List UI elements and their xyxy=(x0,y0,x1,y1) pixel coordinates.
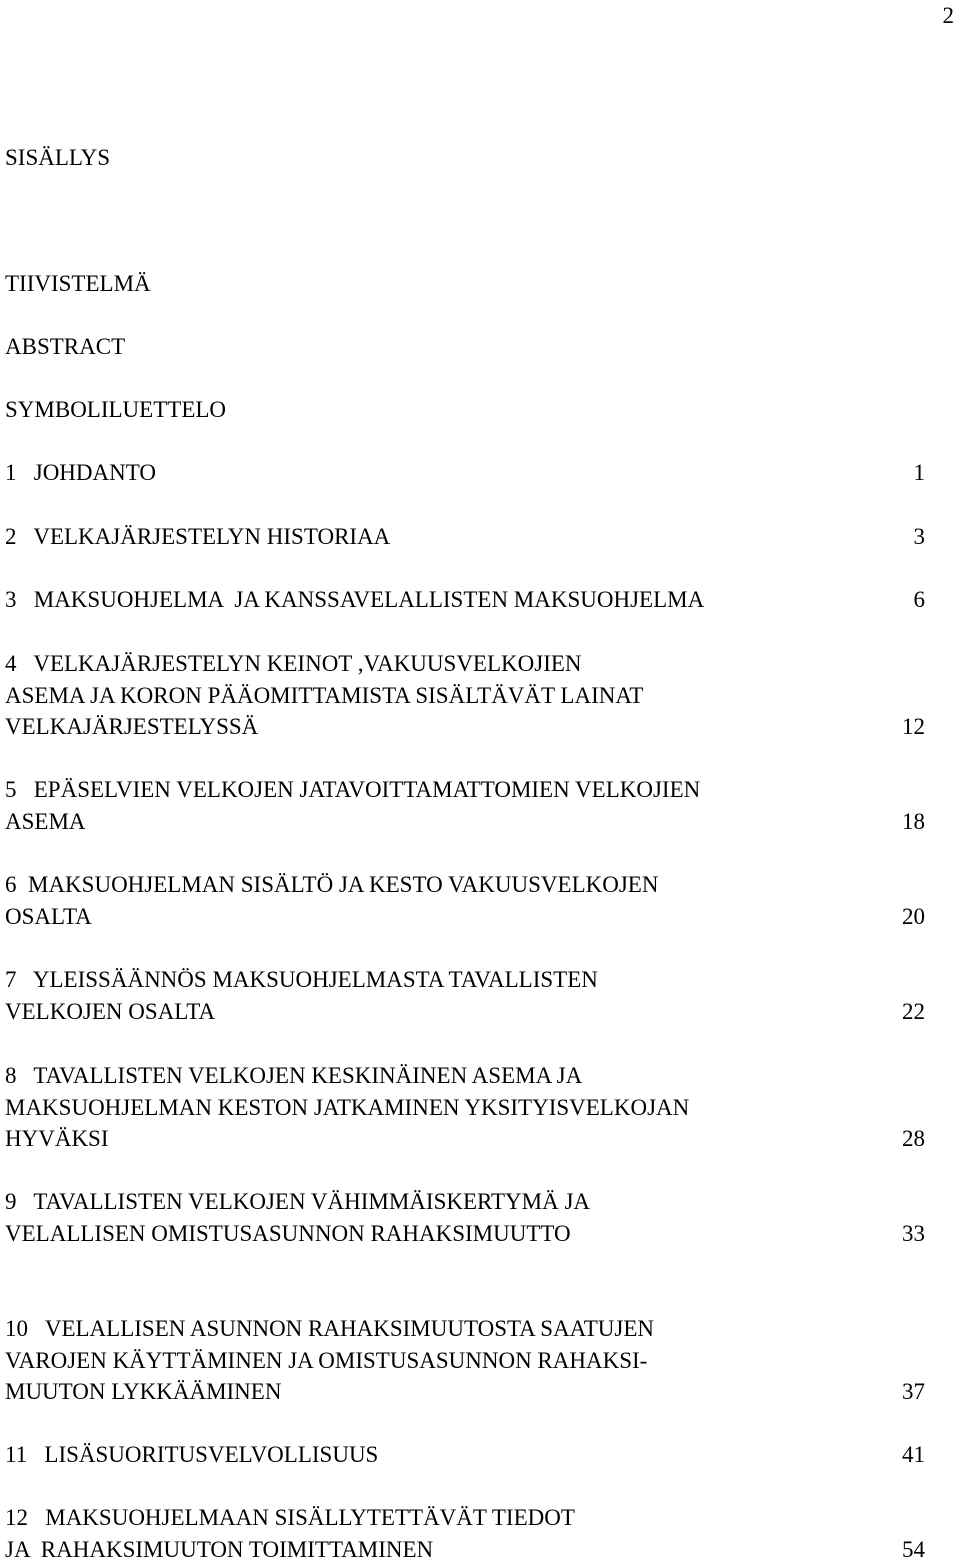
toc-entry xyxy=(5,331,925,363)
toc-entry-page: 22 xyxy=(895,996,925,1028)
toc-entry xyxy=(5,1186,925,1249)
toc-entry xyxy=(5,394,925,426)
toc-entry-title: 10 VELALLISEN ASUNNON RAHAKSIMUUTOSTA SAATUJEN xyxy=(5,1313,925,1345)
toc-entry xyxy=(5,1439,925,1471)
toc-entry-title: OSALTA xyxy=(5,901,92,933)
toc-entry-page: 6 xyxy=(895,584,925,616)
toc-entry-title: VELKAJÄRJESTELYSSÄ xyxy=(5,711,258,743)
toc-entry-title: 8 TAVALLISTEN VELKOJEN KESKINÄINEN ASEMA JA xyxy=(5,1060,925,1092)
toc-entry-title: 12 MAKSUOHJELMAAN SISÄLLYTETTÄVÄT TIEDOT xyxy=(5,1502,925,1534)
toc-entry-title: ABSTRACT xyxy=(5,331,125,363)
toc-entry-page: 20 xyxy=(895,901,925,933)
toc-entry-title: VAROJEN KÄYTTÄMINEN JA OMISTUSASUNNON RAHAKSI- xyxy=(5,1345,925,1377)
toc-entry xyxy=(5,584,925,616)
toc-entry-page: 54 xyxy=(895,1534,925,1565)
toc-entry xyxy=(5,964,925,1027)
toc-entry-title: VELALLISEN OMISTUSASUNNON RAHAKSIMUUTTO xyxy=(5,1218,571,1250)
toc-entry-page: 41 xyxy=(895,1439,925,1471)
toc-entry-title: 5 EPÄSELVIEN VELKOJEN JATAVOITTAMATTOMIEN VELKOJIEN xyxy=(5,774,925,806)
toc-entry-title: 9 TAVALLISTEN VELKOJEN VÄHIMMÄISKERTYMÄ JA xyxy=(5,1186,925,1218)
toc-entry xyxy=(5,1502,925,1565)
toc-entry-title: 7 YLEISSÄÄNNÖS MAKSUOHJELMASTA TAVALLISTEN xyxy=(5,964,925,996)
toc-entry xyxy=(5,521,925,553)
toc-entry-title: 4 VELKAJÄRJESTELYN KEINOT ,VAKUUSVELKOJIEN xyxy=(5,648,925,680)
toc-entry-title: ASEMA xyxy=(5,806,86,838)
toc-entry-title: VELKOJEN OSALTA xyxy=(5,996,215,1028)
toc-entry xyxy=(5,1060,925,1155)
toc-entry-title: MAKSUOHJELMAN KESTON JATKAMINEN YKSITYISVELKOJAN xyxy=(5,1092,925,1124)
page-number: 2 xyxy=(943,0,955,32)
toc-entry-title: HYVÄKSI xyxy=(5,1123,109,1155)
toc-entry-title: 3 MAKSUOHJELMA JA KANSSAVELALLISTEN MAKSUOHJELMA xyxy=(5,584,704,616)
toc-entry xyxy=(5,1313,925,1408)
toc-entry-title: 6 MAKSUOHJELMAN SISÄLTÖ JA KESTO VAKUUSVELKOJEN xyxy=(5,869,925,901)
toc-entry-title: TIIVISTELMÄ xyxy=(5,268,151,300)
toc-entry-page: 3 xyxy=(895,521,925,553)
toc-entry-title: 11 LISÄSUORITUSVELVOLLISUUS xyxy=(5,1439,378,1471)
toc-entry-page: 28 xyxy=(895,1123,925,1155)
toc-entry-page: 1 xyxy=(895,457,925,489)
toc-entry-title: JA RAHAKSIMUUTON TOIMITTAMINEN xyxy=(5,1534,433,1565)
toc-entry xyxy=(5,457,925,489)
toc-entry-title: MUUTON LYKKÄÄMINEN xyxy=(5,1376,281,1408)
toc-entry-page: 12 xyxy=(895,711,925,743)
toc-entry-title: SYMBOLILUETTELO xyxy=(5,394,226,426)
toc-entry-page: 37 xyxy=(895,1376,925,1408)
toc-entry-title: ASEMA JA KORON PÄÄOMITTAMISTA SISÄLTÄVÄT LAINAT xyxy=(5,680,925,712)
toc-entry xyxy=(5,869,925,932)
toc-entry-title: 1 JOHDANTO xyxy=(5,457,156,489)
toc-entry-page: 18 xyxy=(895,806,925,838)
toc-entry xyxy=(5,648,925,743)
toc-entry-title: 2 VELKAJÄRJESTELYN HISTORIAA xyxy=(5,521,390,553)
toc-entry xyxy=(5,268,925,300)
toc-entry-page: 33 xyxy=(895,1218,925,1250)
toc-title: SISÄLLYS xyxy=(5,142,110,174)
toc-entry xyxy=(5,774,925,837)
